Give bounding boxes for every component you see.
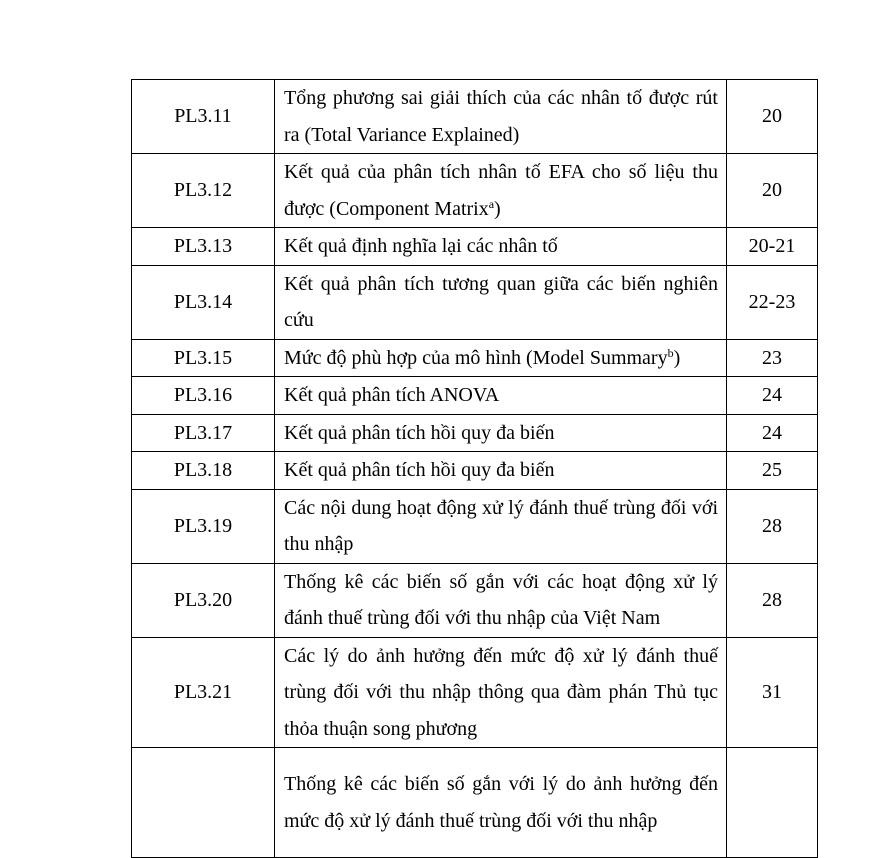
superscript-note: b <box>667 345 674 360</box>
row-code: PL3.17 <box>132 414 275 452</box>
row-description: Kết quả phân tích hồi quy đa biến <box>275 452 727 490</box>
row-page-number: 22-23 <box>727 265 818 339</box>
row-description: Thống kê các biến số gắn với lý do ảnh hưởng đến mức độ xử lý đánh thuế trùng đối với thu nhập <box>275 748 727 858</box>
row-code: PL3.15 <box>132 339 275 377</box>
table-row <box>132 265 818 339</box>
table-row <box>132 452 818 490</box>
table-row <box>132 377 818 415</box>
row-page-number: 23 <box>727 339 818 377</box>
row-description-close: ) <box>673 346 681 369</box>
table-row <box>132 80 818 154</box>
row-code: PL3.14 <box>132 265 275 339</box>
table-row <box>132 414 818 452</box>
table-row <box>132 563 818 637</box>
row-description: Kết quả phân tích tương quan giữa các biến nghiên cứu <box>275 265 727 339</box>
row-description: Thống kê các biến số gắn với các hoạt động xử lý đánh thuế trùng đối với thu nhập của Việt Nam <box>275 563 727 637</box>
row-code: PL3.18 <box>132 452 275 490</box>
row-description: Các nội dung hoạt động xử lý đánh thuế trùng đối với thu nhập <box>275 489 727 563</box>
row-description <box>275 339 727 377</box>
row-code: PL3.20 <box>132 563 275 637</box>
row-page-number: 24 <box>727 377 818 415</box>
row-description-text: Kết quả của phân tích nhân tố EFA cho số liệu thu được (Component Matrix <box>284 161 718 220</box>
row-code: PL3.16 <box>132 377 275 415</box>
row-code: PL3.13 <box>132 228 275 266</box>
row-page-number: 31 <box>727 637 818 748</box>
row-code: PL3.12 <box>132 154 275 228</box>
table-row <box>132 228 818 266</box>
superscript-note: a <box>488 196 495 211</box>
row-description-close: ) <box>494 197 501 220</box>
row-page-number: 25 <box>727 452 818 490</box>
row-page-number: 28 <box>727 489 818 563</box>
row-description: Các lý do ảnh hưởng đến mức độ xử lý đánh thuế trùng đối với thu nhập thông qua đàm phán Thủ tục thỏa thuận song phương <box>275 637 727 748</box>
row-page-number: 28 <box>727 563 818 637</box>
row-page-number: 24 <box>727 414 818 452</box>
row-description: Kết quả phân tích hồi quy đa biến <box>275 414 727 452</box>
row-description: Kết quả phân tích ANOVA <box>275 377 727 415</box>
appendix-table <box>131 79 818 858</box>
table-row <box>132 154 818 228</box>
table-row <box>132 489 818 563</box>
table-row <box>132 339 818 377</box>
row-page-number: 20 <box>727 80 818 154</box>
row-description: Tổng phương sai giải thích của các nhân tố được rút ra (Total Variance Explained) <box>275 80 727 154</box>
row-page-number: 20-21 <box>727 228 818 266</box>
table-row <box>132 637 818 748</box>
row-description-text: Mức độ phù hợp của mô hình (Model Summary <box>284 346 668 369</box>
row-code: PL3.19 <box>132 489 275 563</box>
row-code <box>132 748 275 858</box>
row-description: Kết quả định nghĩa lại các nhân tố <box>275 228 727 266</box>
row-page-number: 20 <box>727 154 818 228</box>
row-code: PL3.11 <box>132 80 275 154</box>
row-code: PL3.21 <box>132 637 275 748</box>
row-page-number <box>727 748 818 858</box>
table-row <box>132 748 818 858</box>
row-description <box>275 154 727 228</box>
